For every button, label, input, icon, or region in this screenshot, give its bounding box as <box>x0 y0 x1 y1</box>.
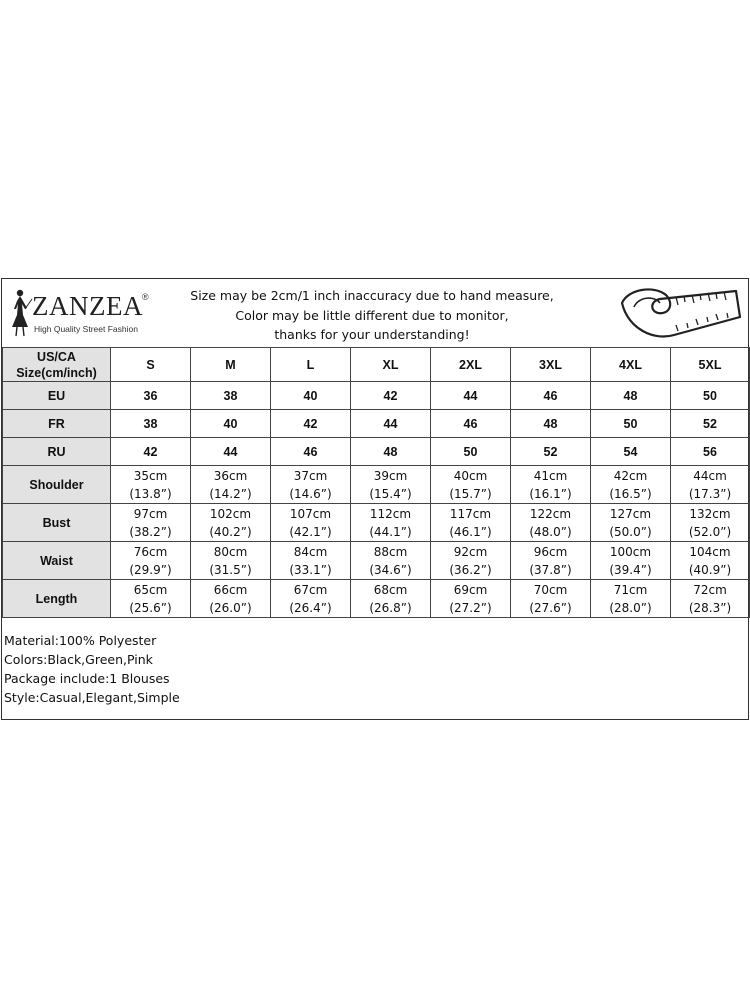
measure-cell <box>271 580 351 618</box>
measure-inch: (48.0”) <box>529 524 572 539</box>
measure-cm: 92cm <box>453 544 488 559</box>
measure-cell <box>431 580 511 618</box>
size-code-cell: 52 <box>511 438 591 466</box>
measure-cell <box>591 466 671 504</box>
measure-cm: 40cm <box>453 468 488 483</box>
row-label: FR <box>3 410 111 438</box>
measure-cm: 69cm <box>453 582 488 597</box>
measure-cm: 67cm <box>293 582 328 597</box>
size-code-cell: 40 <box>271 382 351 410</box>
measure-inch: (13.8”) <box>129 486 172 501</box>
measure-cell <box>671 504 750 542</box>
brand-logo <box>6 287 166 343</box>
size-code-cell: 48 <box>591 382 671 410</box>
measure-cell <box>111 580 191 618</box>
measure-inch: (44.1”) <box>369 524 412 539</box>
measure-cm: 112cm <box>369 506 412 521</box>
spec-material: Material:100% Polyester <box>4 633 157 648</box>
product-specs <box>4 631 704 707</box>
measure-inch: (39.4”) <box>609 562 652 577</box>
size-code-cell: 48 <box>511 410 591 438</box>
measure-cell <box>431 542 511 580</box>
size-code-cell: 46 <box>271 438 351 466</box>
measure-row-shoulder <box>3 466 750 504</box>
size-code-cell: 50 <box>591 410 671 438</box>
measure-cm: 35cm <box>133 468 168 483</box>
measure-inch: (46.1”) <box>449 524 492 539</box>
measure-cm: 80cm <box>213 544 248 559</box>
size-code-cell: 56 <box>671 438 750 466</box>
measure-cm: 70cm <box>533 582 568 597</box>
measure-inch: (17.3”) <box>688 486 732 501</box>
size-code-row-eu <box>3 382 750 410</box>
size-header-row <box>3 348 750 382</box>
measure-inch: (40.9”) <box>688 562 732 577</box>
brand-name: ZANZEA <box>32 291 143 321</box>
size-header-cell: L <box>271 348 351 382</box>
measure-cm: 117cm <box>449 506 492 521</box>
measure-row-length <box>3 580 750 618</box>
measure-cell <box>671 542 750 580</box>
size-chart-panel <box>1 278 749 720</box>
measure-cm: 71cm <box>613 582 648 597</box>
measure-inch: (37.8”) <box>529 562 572 577</box>
row-label: Length <box>3 580 111 618</box>
row-label: RU <box>3 438 111 466</box>
size-code-cell: 40 <box>191 410 271 438</box>
measure-inch: (36.2”) <box>449 562 492 577</box>
measure-cm: 122cm <box>529 506 572 521</box>
measure-cm: 88cm <box>373 544 408 559</box>
measure-cell <box>351 580 431 618</box>
size-code-cell: 38 <box>111 410 191 438</box>
measure-cm: 127cm <box>609 506 652 521</box>
measure-inch: (15.7”) <box>449 486 492 501</box>
measure-inch: (28.3”) <box>688 600 732 615</box>
measure-inch: (26.4”) <box>289 600 332 615</box>
measure-inch: (27.2”) <box>449 600 492 615</box>
measure-inch: (26.0”) <box>209 600 252 615</box>
measure-cm: 66cm <box>213 582 248 597</box>
measure-cm: 41cm <box>533 468 568 483</box>
size-code-cell: 36 <box>111 382 191 410</box>
measure-cell <box>351 504 431 542</box>
measure-cm: 107cm <box>289 506 332 521</box>
size-header-cell: 2XL <box>431 348 511 382</box>
measure-inch: (52.0”) <box>688 524 732 539</box>
measure-inch: (31.5”) <box>209 562 252 577</box>
measure-cell <box>591 504 671 542</box>
size-header-cell: S <box>111 348 191 382</box>
measure-cell <box>351 466 431 504</box>
measure-row-waist <box>3 542 750 580</box>
measure-cell <box>111 542 191 580</box>
measure-row-bust <box>3 504 750 542</box>
size-code-cell: 44 <box>431 382 511 410</box>
measure-cell <box>111 504 191 542</box>
measure-cm: 36cm <box>213 468 248 483</box>
registered-mark: ® <box>142 292 149 302</box>
measure-cm: 104cm <box>689 544 731 559</box>
row-label: Waist <box>3 542 111 580</box>
measure-cell <box>351 542 431 580</box>
measure-cell <box>591 542 671 580</box>
measure-cell <box>191 580 271 618</box>
measure-inch: (34.6”) <box>369 562 412 577</box>
measure-cell <box>511 466 591 504</box>
size-code-cell: 42 <box>351 382 431 410</box>
measure-cell <box>511 580 591 618</box>
measure-cell <box>191 466 271 504</box>
size-code-cell: 48 <box>351 438 431 466</box>
spec-package: Package include:1 Blouses <box>4 671 170 686</box>
size-header-cell: XL <box>351 348 431 382</box>
row-label: Bust <box>3 504 111 542</box>
size-code-cell: 38 <box>191 382 271 410</box>
size-code-cell: 42 <box>271 410 351 438</box>
measure-inch: (26.8”) <box>369 600 412 615</box>
notice-line: thanks for your understanding! <box>274 327 470 342</box>
row-label: Shoulder <box>3 466 111 504</box>
size-code-cell: 44 <box>191 438 271 466</box>
measure-cell <box>271 504 351 542</box>
measure-cell <box>191 542 271 580</box>
size-code-cell: 52 <box>671 410 750 438</box>
size-header-cell: 4XL <box>591 348 671 382</box>
notice-line: Color may be little different due to monitor, <box>235 307 509 323</box>
size-header-cell: 5XL <box>671 348 750 382</box>
measurement-notice <box>172 286 572 345</box>
spec-style: Style:Casual,Elegant,Simple <box>4 690 180 705</box>
size-header-label <box>3 348 111 382</box>
measure-inch: (25.6”) <box>129 600 172 615</box>
measure-inch: (29.9”) <box>129 562 172 577</box>
measure-inch: (38.2”) <box>129 524 172 539</box>
measure-cell <box>671 580 750 618</box>
measure-cell <box>591 580 671 618</box>
measure-inch: (14.2”) <box>209 486 252 501</box>
measure-cm: 39cm <box>373 468 408 483</box>
measure-cm: 97cm <box>133 506 168 521</box>
measure-cm: 76cm <box>133 544 168 559</box>
measure-inch: (33.1”) <box>289 562 332 577</box>
measure-cell <box>111 466 191 504</box>
measure-inch: (27.6”) <box>529 600 572 615</box>
measure-cm: 100cm <box>609 544 652 559</box>
measure-cm: 84cm <box>293 544 328 559</box>
measure-inch: (14.6”) <box>289 486 332 501</box>
measure-cm: 65cm <box>133 582 168 597</box>
size-code-cell: 50 <box>671 382 750 410</box>
measure-cm: 42cm <box>613 468 648 483</box>
measure-cell <box>271 542 351 580</box>
size-chart-header <box>2 279 748 347</box>
size-header-cell: M <box>191 348 271 382</box>
measure-inch: (16.5”) <box>609 486 652 501</box>
measure-cell <box>271 466 351 504</box>
size-code-cell: 42 <box>111 438 191 466</box>
notice-line: Size may be 2cm/1 inch inaccuracy due to hand measure, <box>190 288 554 303</box>
measure-cm: 72cm <box>693 582 727 597</box>
spec-colors: Colors:Black,Green,Pink <box>4 652 153 667</box>
measure-cm: 37cm <box>293 468 328 483</box>
size-code-row-fr <box>3 410 750 438</box>
measure-cell <box>671 466 750 504</box>
measure-cell <box>511 542 591 580</box>
measure-cm: 68cm <box>373 582 408 597</box>
size-code-cell: 44 <box>351 410 431 438</box>
measure-inch: (28.0”) <box>609 600 652 615</box>
measure-inch: (50.0”) <box>609 524 652 539</box>
size-table <box>2 347 750 618</box>
measure-cm: 44cm <box>693 468 727 483</box>
size-code-cell: 46 <box>431 410 511 438</box>
measure-cell <box>191 504 271 542</box>
brand-tagline: High Quality Street Fashion <box>34 324 138 334</box>
size-header-cell: 3XL <box>511 348 591 382</box>
measure-inch: (15.4”) <box>369 486 412 501</box>
size-header-label-line: US/CA <box>37 349 76 364</box>
size-code-cell: 46 <box>511 382 591 410</box>
measure-inch: (16.1”) <box>529 486 572 501</box>
size-code-cell: 50 <box>431 438 511 466</box>
measure-cell <box>511 504 591 542</box>
measure-cell <box>431 466 511 504</box>
measure-cm: 102cm <box>209 506 252 521</box>
size-code-row-ru <box>3 438 750 466</box>
measure-cell <box>431 504 511 542</box>
measure-inch: (42.1”) <box>289 524 332 539</box>
measure-inch: (40.2”) <box>209 524 252 539</box>
row-label: EU <box>3 382 111 410</box>
measuring-tape-icon <box>614 281 744 343</box>
size-header-label-line: Size(cm/inch) <box>16 365 97 380</box>
size-code-cell: 54 <box>591 438 671 466</box>
measure-cm: 96cm <box>533 544 568 559</box>
measure-cm: 132cm <box>689 506 731 521</box>
